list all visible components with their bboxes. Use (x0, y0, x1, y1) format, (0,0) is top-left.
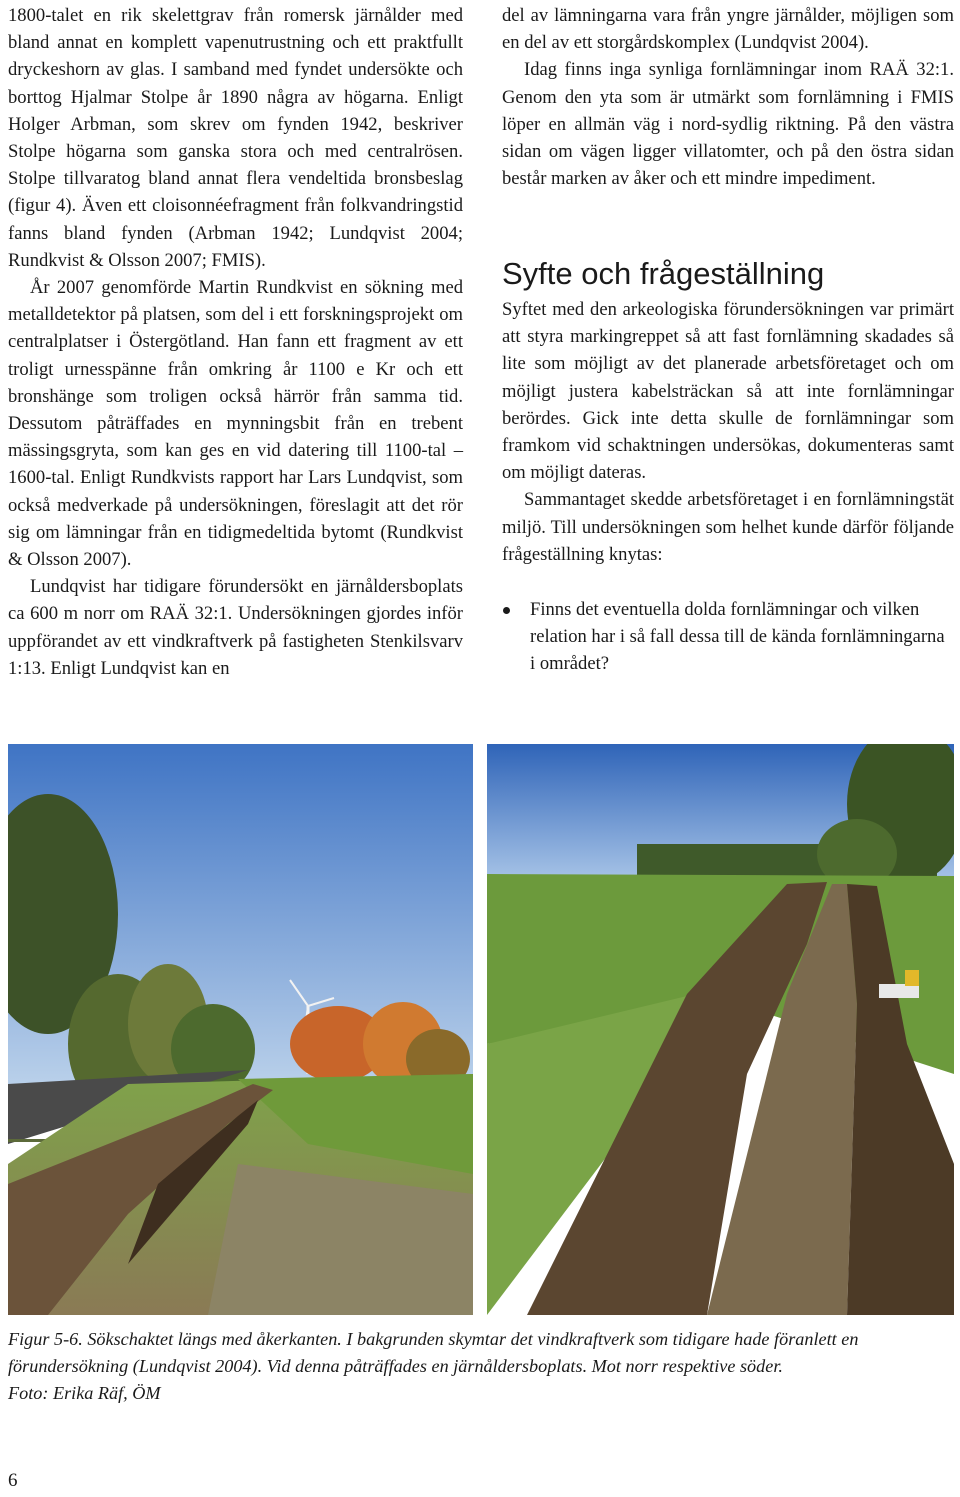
page-number: 6 (8, 1470, 18, 1491)
section-body (502, 296, 954, 678)
body-paragraph: Syftet med den arkeologiska förundersökningen var primärt att styra markingreppet så att fast fornlämning skadades så lite som möjligt av det planerade arbetsföretaget och om möjligt justera kabelsträckan så att inte fornlämningar berördes. Gick inte detta skulle de fornlämningar som framkom vid schaktningen undersökas, dokumenteras samt om möjligt dateras. (502, 299, 954, 484)
body-paragraph: 1800-talet en rik skelettgrav från romersk järnålder med bland annat en komplett vapenutrustning och ett praktfullt dryckeshorn av glas. I samband med fyndet undersökte och borttog Hjalmar Stolpe år 1890 några av högarna. Enligt Holger Arbman, som skrev om fynden 1942, beskriver Stolpe högarna som ganska stora och med centralrösen. Stolpe tillvaratog bland annat flera vendeltida bronsbeslag (figur 4). Även ett cloisonnéefragment från folkvandringstid fanns bland fynden (Arbman 1942; Lundqvist 2004; Rundkvist & Olsson 2007; FMIS). (8, 5, 463, 271)
figure-caption (8, 1326, 958, 1408)
bullet-icon (503, 607, 510, 614)
list-item-text: Finns det eventuella dolda fornlämningar och vilken relation har i så fall dessa till de kända fornlämningarna i området? (530, 599, 945, 675)
right-text-column (502, 2, 954, 192)
photo-credit: Foto: Erika Räf, ÖM (8, 1383, 161, 1404)
body-paragraph: del av lämningarna vara från yngre järnålder, möjligen som en del av ett storgårdskomplex (Lundqvist 2004). (502, 5, 954, 54)
photo-trench-south-image (487, 744, 954, 1315)
photo-trench-north (8, 744, 473, 1315)
photo-trench-south (487, 744, 954, 1315)
body-paragraph: Lundqvist har tidigare förundersökt en järnåldersboplats ca 600 m norr om RAÄ 32:1. Undersökningen gjordes inför uppförandet av ett vindkraftverk på fastigheten Stenkilsvarv 1:13. Enligt Lundqvist kan en (8, 576, 463, 679)
caption-text: Figur 5-6. Sökschaktet längs med åkerkanten. I bakgrunden skymtar det vindkraftverk som tidigare hade föranlett en förundersökning (Lundqvist 2004). Vid denna påträffades en järnåldersboplats. Mot norr respektive söder. (8, 1329, 859, 1377)
photo-trench-north-image (8, 744, 473, 1315)
left-text-column (8, 2, 463, 682)
question-list (502, 596, 954, 678)
list-item (502, 596, 954, 678)
body-paragraph: Sammantaget skedde arbetsföretaget i en fornlämningstät miljö. Till undersökningen som helhet kunde därför följande frågeställning knytas: (502, 489, 954, 565)
section-heading: Syfte och frågeställning (502, 256, 825, 291)
body-paragraph: År 2007 genomförde Martin Rundkvist en sökning med metalldetektor på platsen, som del i ett forskningsprojekt om centralplatser i Östergötland. Han fann ett fragment av ett troligt urnesspänne från omkring år 1100 e Kr och ett bronshänge som troligen också härrör från samma tid. Dessutom påträffades en mynningsbit från en trebent mässingsgryta, som kan ges en vid datering till 1100-tal – 1600-tal. Enligt Rundkvists rapport har Lars Lundqvist, som också medverkade på undersökningen, föreslagit att det rör sig om lämningar från en tidigmedeltida bytomt (Rundkvist & Olsson 2007). (8, 277, 463, 571)
body-paragraph: Idag finns inga synliga fornlämningar inom RAÄ 32:1. Genom den yta som är utmärkt som fornlämning i FMIS löper en allmän väg i nord-sydlig riktning. På den västra sidan om vägen ligger villatomter, och på den östra sidan består marken av åker och ett mindre impediment. (502, 59, 954, 190)
